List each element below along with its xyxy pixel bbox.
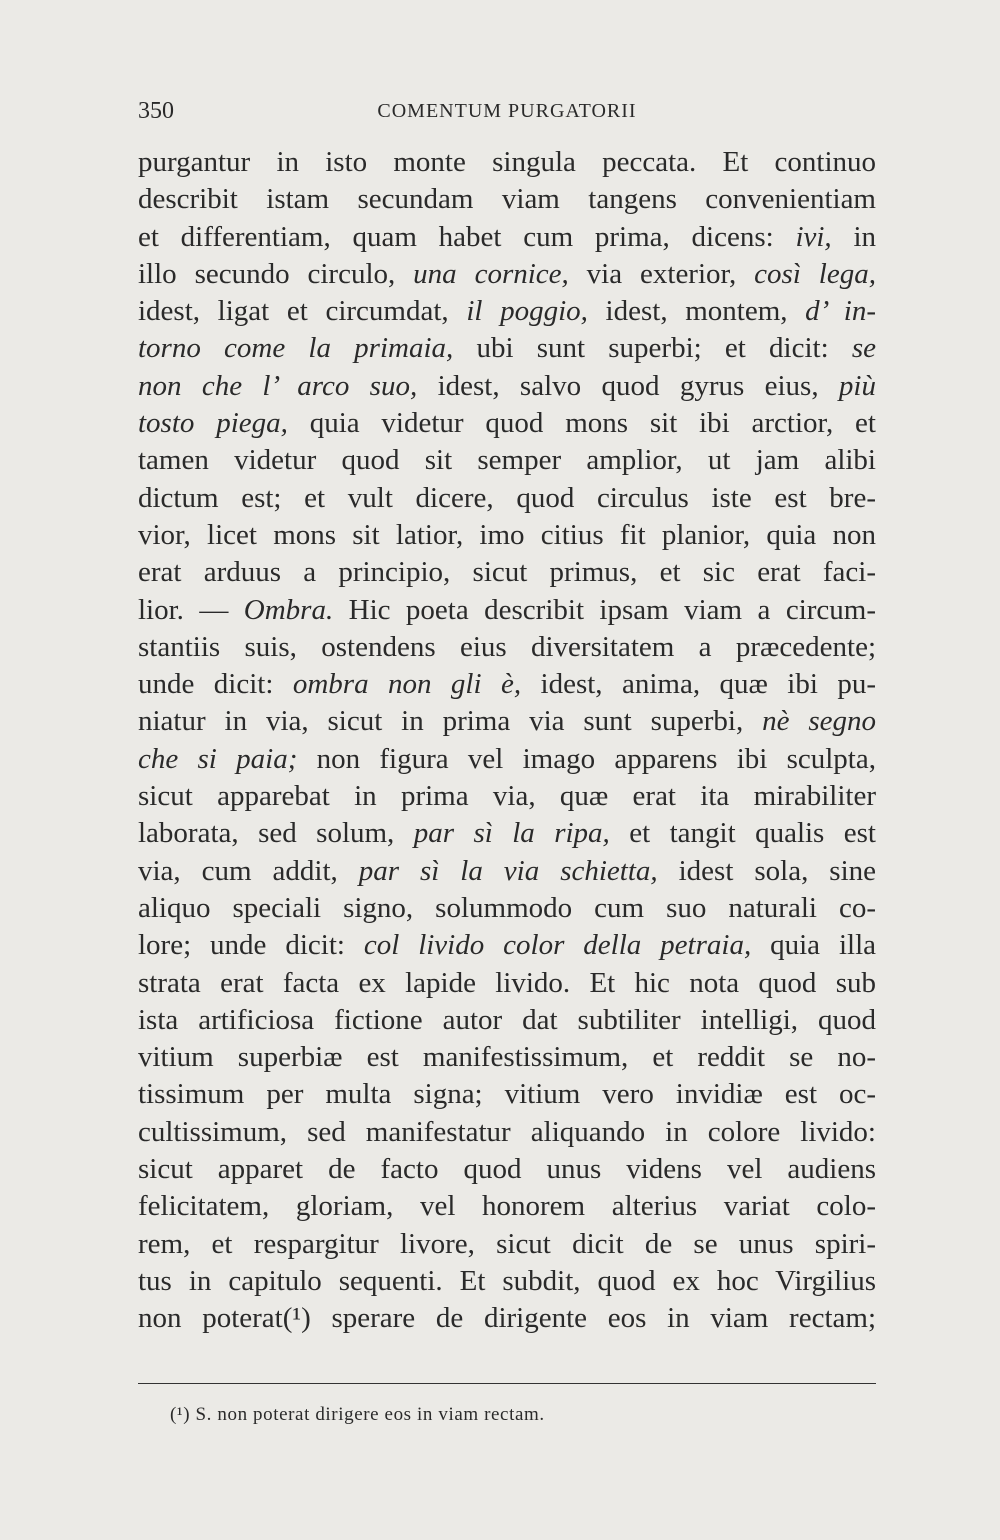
text-line	[138, 815, 876, 852]
text-run: dictum est; et vult dicere, quod circulus iste est bre-	[138, 481, 876, 514]
text-line	[138, 741, 876, 778]
text-line	[138, 480, 876, 517]
italic-quote: il poggio,	[466, 295, 588, 328]
text-line	[138, 405, 876, 442]
text-run: ubi sunt superbi; et dicit:	[453, 332, 852, 365]
text-run: idest, ligat et circumdat,	[138, 295, 467, 328]
italic-quote: nè segno	[762, 705, 876, 738]
text-run: via exterior,	[568, 257, 755, 290]
text-run: Hic poeta describit ipsam viam a circum-	[333, 593, 876, 626]
text-line	[138, 330, 876, 367]
text-run: cultissimum, sed manifestatur aliquando in colore livido:	[138, 1115, 876, 1148]
text-run: idest, montem,	[587, 295, 806, 328]
text-line	[138, 1076, 876, 1113]
text-line	[138, 144, 876, 181]
text-line	[138, 778, 876, 815]
italic-quote: ombra non gli è,	[292, 668, 522, 701]
text-run: idest, salvo quod gyrus eius,	[417, 369, 839, 402]
text-line	[138, 517, 876, 554]
text-run: stantiis suis, ostendens eius diversitatem a præcedente;	[138, 630, 876, 663]
text-line	[138, 368, 876, 405]
text-line	[138, 703, 876, 740]
page-header	[138, 98, 876, 134]
italic-quote: se	[851, 332, 876, 365]
text-run: via, cum addit,	[138, 854, 359, 887]
italic-quote: col livido color della petraia,	[363, 929, 752, 962]
footnote-rule	[138, 1383, 876, 1384]
italic-quote: torno come la primaia,	[138, 332, 454, 365]
italic-quote: più	[838, 369, 876, 402]
body-text	[138, 144, 876, 1338]
text-run: vior, licet mons sit latior, imo citius fit planior, quia non	[138, 518, 876, 551]
text-run: illo secundo circulo,	[138, 257, 414, 290]
italic-quote: una cornice,	[413, 257, 569, 290]
italic-quote: tosto piega,	[138, 407, 288, 440]
text-line	[138, 1263, 876, 1300]
text-line	[138, 1300, 876, 1337]
italic-quote: Ombra.	[243, 593, 334, 626]
text-run: tamen videtur quod sit semper amplior, ut jam alibi	[138, 444, 876, 477]
text-line	[138, 442, 876, 479]
text-run: quia illa	[751, 929, 876, 962]
text-line	[138, 666, 876, 703]
text-run: tissimum per multa signa; vitium vero invidiæ est oc-	[138, 1078, 876, 1111]
text-line	[138, 181, 876, 218]
text-line	[138, 1151, 876, 1188]
footnote: (¹) S. non poterat dirigere eos in viam rectam.	[170, 1404, 545, 1425]
text-line	[138, 592, 876, 629]
text-run: lore; unde dicit:	[138, 929, 364, 962]
text-run: non poterat(¹) sperare de dirigente eos in viam rectam;	[138, 1302, 876, 1335]
text-run: idest, anima, quæ ibi pu-	[521, 668, 877, 701]
text-line	[138, 219, 876, 256]
italic-quote: così lega,	[754, 257, 876, 290]
text-run: strata erat facta ex lapide livido. Et hic nota quod sub	[138, 966, 876, 999]
text-run: erat arduus a principio, sicut primus, et sic erat faci-	[138, 556, 876, 589]
text-line	[138, 1039, 876, 1076]
text-line	[138, 1188, 876, 1225]
italic-quote: non che l’ arco suo,	[138, 369, 418, 402]
text-run: lior. —	[138, 593, 244, 626]
text-run: vitium superbiæ est manifestissimum, et reddit se no-	[138, 1041, 876, 1074]
text-line	[138, 927, 876, 964]
italic-quote: che si paia;	[138, 742, 298, 775]
text-line	[138, 629, 876, 666]
text-line	[138, 853, 876, 890]
text-run: non figura vel imago apparens ibi sculpta,	[297, 742, 876, 775]
italic-quote: par sì la via schietta,	[358, 854, 658, 887]
text-run: ista artificiosa fictione autor dat subtiliter intelligi, quod	[138, 1003, 876, 1036]
text-line	[138, 256, 876, 293]
italic-quote: par sì la ripa,	[413, 817, 610, 850]
text-run: quia videtur quod mons sit ibi arctior, et	[287, 407, 876, 440]
text-run: et tangit qualis est	[609, 817, 876, 850]
text-line	[138, 1226, 876, 1263]
page-number: 350	[138, 98, 174, 124]
text-run: aliquo speciali signo, solummodo cum suo naturali co-	[138, 891, 876, 924]
text-run: idest sola, sine	[657, 854, 876, 887]
text-run: rem, et respargitur livore, sicut dicit de se unus spiri-	[138, 1227, 876, 1260]
text-line	[138, 1114, 876, 1151]
text-run: describit istam secundam viam tangens convenientiam	[138, 183, 876, 216]
text-run: sicut apparebat in prima via, quæ erat ita mirabiliter	[138, 780, 876, 813]
text-run: tus in capitulo sequenti. Et subdit, quod ex hoc Virgilius	[138, 1264, 876, 1297]
italic-quote: d’ in-	[805, 295, 876, 328]
text-line	[138, 554, 876, 591]
text-line	[138, 965, 876, 1002]
text-run: sicut apparet de facto quod unus videns vel audiens	[138, 1153, 876, 1186]
italic-quote: ivi,	[795, 220, 832, 253]
text-line	[138, 1002, 876, 1039]
text-line	[138, 890, 876, 927]
text-run: et differentiam, quam habet cum prima, dicens:	[138, 220, 796, 253]
text-run: felicitatem, gloriam, vel honorem alterius variat colo-	[138, 1190, 876, 1223]
text-run: niatur in via, sicut in prima via sunt superbi,	[138, 705, 763, 738]
running-head: COMENTUM PURGATORII	[377, 100, 637, 122]
text-run: purgantur in isto monte singula peccata. Et continuo	[138, 146, 876, 178]
text-run: laborata, sed solum,	[138, 817, 414, 850]
text-line	[138, 293, 876, 330]
text-run: unde dicit:	[138, 668, 293, 701]
text-run: in	[831, 220, 876, 253]
